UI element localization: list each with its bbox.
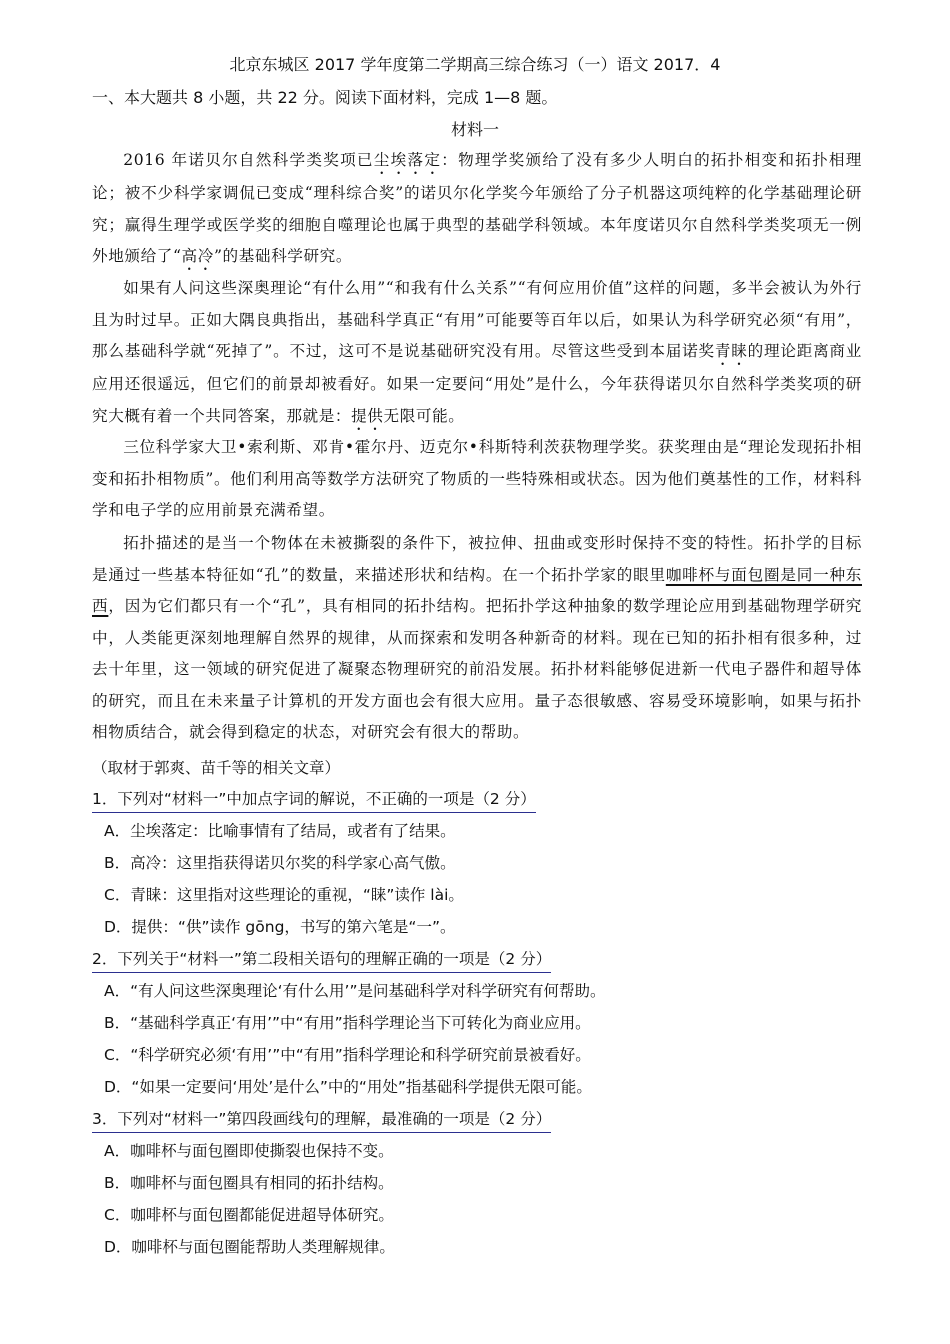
- question-1-option-a: A．尘埃落定：比喻事情有了结局，或者有了结果。: [104, 822, 456, 840]
- question-3-option-c: C．咖啡杯与面包圈都能促进超导体研究。: [104, 1206, 394, 1224]
- underlined-sentence: 咖啡杯与面包圈是同一种东西: [92, 565, 862, 615]
- dotted-term-qinglai: 青睐: [714, 342, 748, 360]
- question-1-option-d: D．提供：“供”读作 gōng，书写的第六笔是“一”。: [104, 918, 456, 936]
- question-1-stem: 1．下列对“材料一”中加点字词的解说，不正确的一项是（2 分）: [92, 788, 536, 813]
- question-2-option-b: B．“基础科学真正‘有用’”中“有用”指科学理论当下可转化为商业应用。: [104, 1014, 591, 1032]
- question-2-stem: 2．下列关于“材料一”第二段相关语句的理解正确的一项是（2 分）: [92, 948, 551, 973]
- question-1-option-b: B．高冷：这里指获得诺贝尔奖的科学家心高气傲。: [104, 854, 456, 872]
- question-3-option-d: D．咖啡杯与面包圈能帮助人类理解规律。: [104, 1238, 395, 1256]
- material-heading: 材料一: [450, 120, 499, 139]
- question-2-option-d: D．“如果一定要问‘用处’是什么”中的“用处”指基础科学提供无限可能。: [104, 1078, 592, 1096]
- question-3-option-a: A．咖啡杯与面包圈即使撕裂也保持不变。: [104, 1142, 394, 1160]
- material-paragraph-3: 三位科学家大卫•索利斯、邓肯•霍尔丹、迈克尔•科斯特利茨获物理学奖。获奖理由是“理论发现拓扑相变和拓扑相物质”。他们利用高等数学方法研究了物质的一些特殊相或状态。因为他们奠基性的工作，材料科学和电子学的应用前景充满希望。: [92, 438, 862, 519]
- material-paragraph-4: 拓扑描述的是当一个物体在未被撕裂的条件下，被拉伸、扭曲或变形时保持不变的特性。拓扑学的目标是通过一些基本特征如“孔”的数量，来描述形状和结构。在一个拓扑学家的眼里咖啡杯与面包圈是同一种东西，因为它们都只有一个“孔”，具有相同的拓扑结构。把拓扑学这种抽象的数学理论应用到基础物理学研究中，人类能更深刻地理解自然界的规律，从而探索和发明各种新奇的材料。现在已知的拓扑相有很多种，过去十年里，这一领域的研究促进了凝聚态物理研究的前沿发展。拓扑材料能够促进新一代电子器件和超导体的研究，而且在未来量子计算机的开发方面也会有很大应用。量子态很敏感、容易受环境影响，如果与拓扑相物质结合，就会得到稳定的状态，对研究会有很大的帮助。: [92, 534, 862, 741]
- material-source: （取材于郭爽、苗千等的相关文章）: [92, 759, 341, 777]
- material-paragraph-1: 2016 年诺贝尔自然科学类奖项已尘埃落定：物理学奖颁给了没有多少人明白的拓扑相变和拓扑相理论；被不少科学家调侃已变成“理科综合奖”的诺贝尔化学奖今年颁给了分子机器这项纯粹的化学基础理论研究；赢得生理学或医学奖的细胞自噬理论也属于典型的基础学科领域。本年度诺贝尔自然科学类奖项无一例外地颁给了“高冷”的基础科学研究。: [92, 151, 862, 265]
- material-paragraph-2: 如果有人问这些深奥理论“有什么用”“和我有什么关系”“有何应用价值”这样的问题，多半会被认为外行且为时过早。正如大隅良典指出，基础科学真正“有用”可能要等百年以后，如果认为科学研究必须“有用”，那么基础科学就“死掉了”。不过，这可不是说基础研究没有用。尽管这些受到本届诺奖青睐的理论距离商业应用还很遥远，但它们的前景却被看好。如果一定要问“用处”是什么，今年获得诺贝尔自然科学类奖项的研究大概有着一个共同答案，那就是：提供无限可能。: [92, 279, 862, 425]
- dotted-term-gaoleng: 高冷: [181, 247, 214, 265]
- question-3-option-b: B．咖啡杯与面包圈具有相同的拓扑结构。: [104, 1174, 394, 1192]
- document-title: 北京东城区 2017 学年度第二学期高三综合练习（一）语文 2017．4: [229, 55, 721, 74]
- question-2-option-a: A．“有人问这些深奥理论‘有什么用’”是问基础科学对科学研究有何帮助。: [104, 982, 606, 1000]
- section-instruction: 一、本大题共 8 小题，共 22 分。阅读下面材料，完成 1—8 题。: [92, 88, 558, 107]
- question-2-option-c: C．“科学研究必须‘有用’”中“有用”指科学理论和科学研究前景被看好。: [104, 1046, 591, 1064]
- dotted-term-chenai-luoding: 尘埃落定: [373, 151, 442, 169]
- question-3-stem: 3．下列对“材料一”第四段画线句的理解，最准确的一项是（2 分）: [92, 1108, 551, 1133]
- dotted-term-tigong: 提供: [351, 406, 384, 425]
- question-1-option-c: C．青睐：这里指对这些理论的重视，“睐”读作 lài。: [104, 886, 464, 904]
